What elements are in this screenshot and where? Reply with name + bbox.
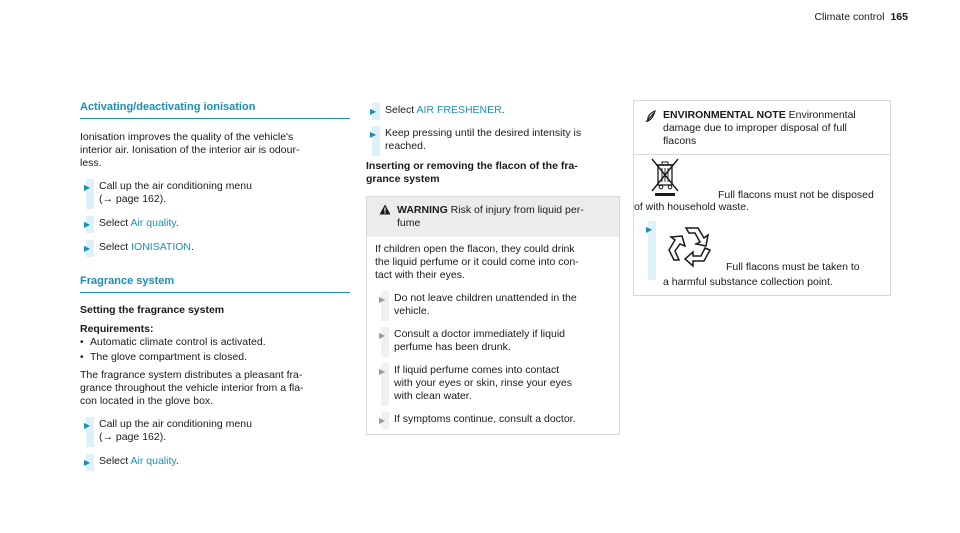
step-arrow-icon: ▶	[370, 107, 377, 116]
step-arrow-icon: ▶	[379, 416, 386, 425]
warning-step: ▶ If symptoms continue, consult a doctor.	[375, 413, 611, 426]
environmental-note-header: ENVIRONMENTAL NOTE Environmental damage due to improper disposal of full flacons	[634, 101, 890, 154]
warning-step: ▶ Consult a doctor immediately if liquid perfume has been drunk.	[375, 328, 611, 354]
recycle-icon	[666, 222, 718, 272]
column-1	[80, 100, 350, 468]
ionisation-intro: Ionisation improves the quality of the vehicle's interior air. Ionisation of the interior air is odour- less.	[80, 131, 300, 169]
requirement-item: • The glove compartment is closed.	[80, 351, 350, 364]
warning-box	[366, 196, 620, 435]
requirements-label: Requirements:	[80, 323, 154, 335]
step-select-air-quality: ▶ Select Air quality.	[80, 455, 350, 468]
requirement-item: • Automatic climate control is activated.	[80, 336, 350, 349]
warning-text: If children open the flacon, they could drink the liquid perfume or it could come into con- tact with their eyes.	[375, 243, 579, 281]
step-keep-pressing: ▶ Keep pressing until the desired intensity is reached.	[366, 127, 620, 153]
section-heading-ionisation: Activating/deactivating ionisation	[80, 100, 350, 119]
step-arrow-icon: ▶	[84, 421, 91, 430]
step-select-ionisation: ▶ Select IONISATION.	[80, 241, 350, 254]
step-select-air-quality: ▶ Select Air quality.	[80, 217, 350, 230]
fragrance-paragraph: The fragrance system distributes a pleasant fra- grance throughout the vehicle interior from a fla- con located in the glove box.	[80, 369, 304, 407]
subheading-inserting-flacon: Inserting or removing the flacon of the fra- grance system	[366, 160, 578, 185]
step-arrow-icon: ▶	[379, 331, 386, 340]
warning-step: ▶ If liquid perfume comes into contact with your eyes or skin, rinse your eyes with clean water.	[375, 364, 611, 403]
warning-triangle-icon	[379, 204, 391, 219]
menu-item-ionisation[interactable]: IONISATION	[131, 241, 192, 253]
warning-header: WARNING Risk of injury from liquid per- fume	[367, 197, 619, 237]
environmental-note-body: Full flacons must not be disposed of with household waste. ▶ Full flacons must be taken to a harmful substance collection point.	[634, 154, 890, 295]
environment-icon	[645, 109, 663, 127]
section-heading-fragrance: Fragrance system	[80, 274, 350, 293]
subheading-setting-fragrance: Setting the fragrance system	[80, 304, 225, 316]
step-arrow-icon: ▶	[84, 183, 91, 192]
page-header	[814, 11, 908, 24]
step-arrow-icon: ▶	[84, 220, 91, 229]
step-arrow-icon: ▶	[379, 295, 386, 304]
page-number: 165	[890, 11, 908, 23]
step-arrow-icon: ▶	[379, 367, 386, 376]
section-title: Climate control	[814, 11, 885, 23]
warning-label: WARNING	[397, 204, 448, 216]
step-call-menu: ▶ Call up the air conditioning menu (→ page 162).	[80, 418, 350, 444]
menu-item-air-quality[interactable]: Air quality	[130, 217, 176, 229]
recycle-step: ▶ Full flacons must be taken to	[642, 222, 882, 274]
column-3	[633, 100, 891, 296]
crossed-bin-icon	[650, 157, 680, 201]
menu-item-air-quality[interactable]: Air quality	[130, 455, 176, 467]
step-arrow-icon: ▶	[646, 225, 653, 234]
warning-body	[367, 237, 619, 434]
disposal-row: Full flacons must not be disposed	[642, 157, 882, 201]
step-select-air-freshener: ▶ Select AIR FRESHENER.	[366, 104, 620, 117]
step-arrow-icon: ▶	[370, 130, 377, 139]
env-note-label: ENVIRONMENTAL NOTE	[663, 109, 786, 121]
warning-step: ▶ Do not leave children unattended in the vehicle.	[375, 292, 611, 318]
page-reference-link[interactable]: (→ page 162).	[99, 193, 167, 205]
step-arrow-icon: ▶	[84, 244, 91, 253]
column-2	[366, 100, 620, 435]
menu-item-air-freshener[interactable]: AIR FRESHENER	[416, 104, 502, 116]
step-call-menu: ▶ Call up the air conditioning menu (→ page 162).	[80, 180, 350, 206]
step-arrow-icon: ▶	[84, 458, 91, 467]
environmental-note-box	[633, 100, 891, 296]
page-reference-link[interactable]: (→ page 162).	[99, 431, 167, 443]
